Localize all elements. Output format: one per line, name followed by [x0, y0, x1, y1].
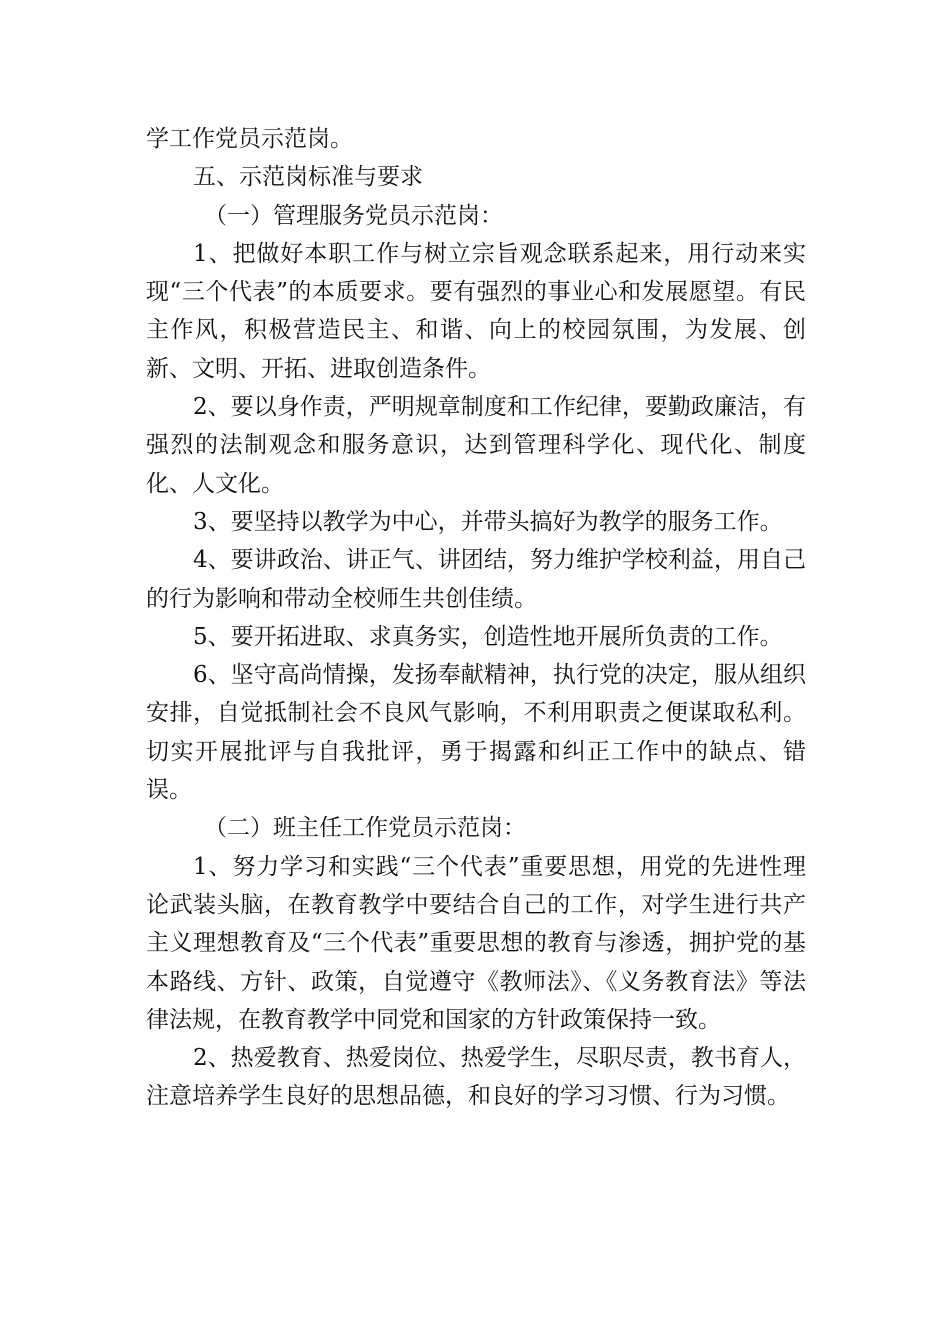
paragraph: 6、坚守高尚情操，发扬奉献精神，执行党的决定，服从组织安排，自觉抵制社会不良风气影响，不利用职责之便谋取私利。切实开展批评与自我批评，勇于揭露和纠正工作中的缺点、错误。: [146, 662, 806, 804]
paragraph: 学工作党员示范岗。: [146, 126, 353, 152]
paragraph: 2、热爱教育、热爱岗位、热爱学生，尽职尽责，教书育人，注意培养学生良好的思想品德，和良好的学习习惯、行为习惯。: [146, 1045, 806, 1110]
paragraph: 1、努力学习和实践“三个代表”重要思想，用党的先进性理论武装头脑，在教育教学中要结合自己的工作，对学生进行共产主义理想教育及“三个代表”重要思想的教育与渗透，拥护党的基本路线、方针、政策，自觉遵守《教师法》、《义务教育法》等法律法规，在教育教学中同党和国家的方针政策保持一致。: [146, 853, 806, 1033]
subsection-heading: （二）班主任工作党员示范岗：: [204, 815, 526, 842]
paragraph: 4、要讲政治、讲正气、讲团结，努力维护学校利益，用自己的行为影响和带动全校师生共创佳绩。: [146, 547, 806, 612]
section-heading: 五、示范岗标准与要求: [193, 164, 423, 191]
paragraph: 3、要坚持以教学为中心，并带头搞好为教学的服务工作。: [193, 508, 783, 535]
paragraph: 5、要开拓进取、求真务实，创造性地开展所负责的工作。: [193, 623, 783, 650]
subsection-heading: （一）管理服务党员示范岗：: [204, 202, 503, 229]
paragraph: 2、要以身作责，严明规章制度和工作纪律，要勤政廉洁，有强烈的法制观念和服务意识，达到管理科学化、现代化、制度化、人文化。: [146, 394, 806, 497]
document-body: [146, 120, 806, 1116]
paragraph: 1、把做好本职工作与树立宗旨观念联系起来，用行动来实现“三个代表”的本质要求。要有强烈的事业心和发展愿望。有民主作风，积极营造民主、和谐、向上的校园氛围，为发展、创新、文明、开拓、进取创造条件。: [146, 240, 806, 382]
